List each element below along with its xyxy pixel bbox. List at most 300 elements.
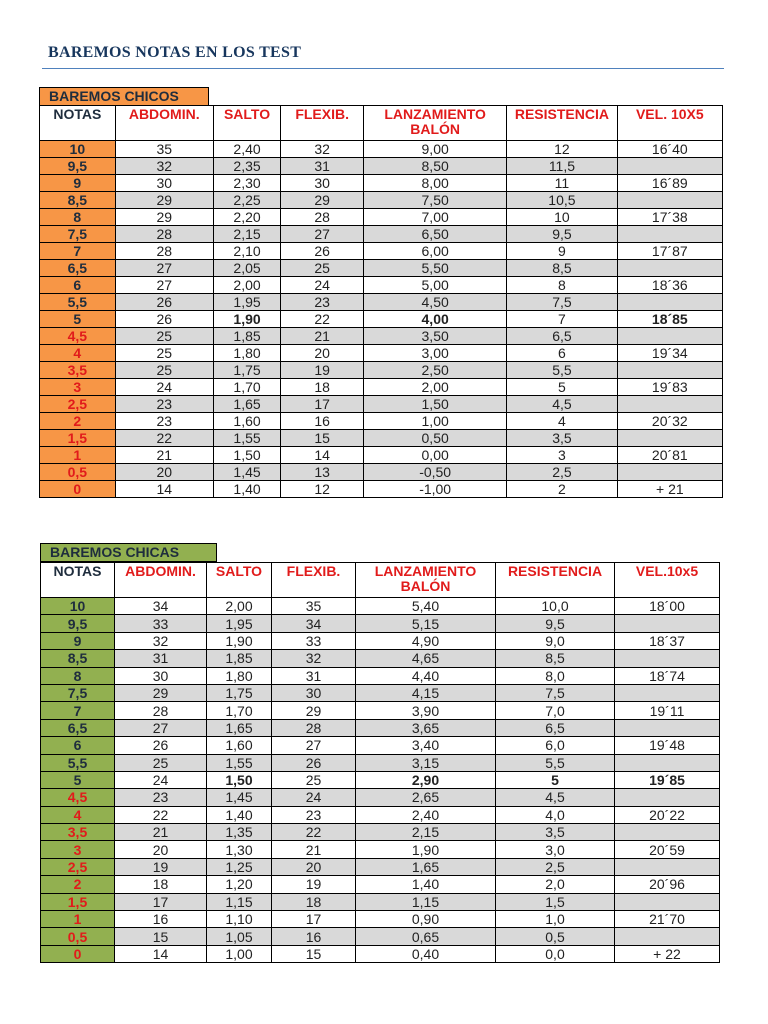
value-cell: 2,00 — [207, 598, 272, 615]
value-cell: 7,0 — [496, 702, 615, 719]
value-cell: 1,60 — [213, 413, 280, 430]
girls-section-label: BAREMOS CHICAS — [40, 543, 217, 562]
value-cell: 7,5 — [507, 294, 617, 311]
value-cell: 12 — [507, 141, 617, 158]
value-cell: 19 — [272, 876, 356, 893]
girls-header-row — [41, 563, 720, 598]
value-cell: 6,5 — [496, 719, 615, 736]
value-cell: 4,0 — [496, 806, 615, 823]
grade-cell: 5,5 — [40, 294, 116, 311]
value-cell: 1,90 — [356, 841, 496, 858]
table-row — [41, 771, 720, 788]
grade-cell: 2 — [41, 876, 115, 893]
value-cell: 2,00 — [364, 379, 507, 396]
value-cell: 2,30 — [213, 175, 280, 192]
value-cell: 1,20 — [207, 876, 272, 893]
value-cell: 21´70 — [615, 911, 720, 928]
value-cell: 23 — [115, 789, 207, 806]
value-cell: 0,90 — [356, 911, 496, 928]
value-cell: 3,50 — [364, 328, 507, 345]
value-cell: 4,50 — [364, 294, 507, 311]
value-cell: 26 — [115, 311, 213, 328]
boys-column-header: RESISTENCIA — [507, 106, 617, 141]
value-cell: 5,15 — [356, 615, 496, 632]
grade-cell: 7,5 — [40, 226, 116, 243]
value-cell: 1,30 — [207, 841, 272, 858]
value-cell: 20 — [272, 858, 356, 875]
value-cell — [617, 158, 722, 175]
value-cell: 2,10 — [213, 243, 280, 260]
value-cell: -1,00 — [364, 481, 507, 498]
value-cell: 34 — [272, 615, 356, 632]
table-row — [41, 702, 720, 719]
grade-cell: 7 — [41, 702, 115, 719]
value-cell: 28 — [115, 243, 213, 260]
value-cell: 3,65 — [356, 719, 496, 736]
value-cell: 8 — [507, 277, 617, 294]
value-cell: 32 — [281, 141, 364, 158]
grade-cell: 3 — [41, 841, 115, 858]
table-row — [40, 294, 723, 311]
value-cell: 1,55 — [213, 430, 280, 447]
value-cell: 27 — [281, 226, 364, 243]
girls-column-header: NOTAS — [41, 563, 115, 598]
value-cell: 18´85 — [617, 311, 722, 328]
value-cell: 11,5 — [507, 158, 617, 175]
value-cell — [617, 294, 722, 311]
grade-cell: 1,5 — [41, 893, 115, 910]
value-cell: 1,00 — [364, 413, 507, 430]
value-cell: 19 — [281, 362, 364, 379]
value-cell: 1,90 — [213, 311, 280, 328]
value-cell: 1,00 — [207, 945, 272, 962]
table-row — [41, 632, 720, 649]
value-cell: 4,40 — [356, 667, 496, 684]
value-cell: 2,15 — [213, 226, 280, 243]
value-cell: -0,50 — [364, 464, 507, 481]
value-cell: 1,70 — [207, 702, 272, 719]
value-cell: 3,15 — [356, 754, 496, 771]
value-cell: 1,75 — [207, 684, 272, 701]
grade-cell: 6 — [40, 277, 116, 294]
value-cell: 26 — [115, 737, 207, 754]
table-row — [40, 192, 723, 209]
grade-cell: 0,5 — [41, 928, 115, 945]
value-cell: 1,5 — [496, 893, 615, 910]
value-cell — [617, 192, 722, 209]
value-cell: 7,50 — [364, 192, 507, 209]
value-cell: 9,00 — [364, 141, 507, 158]
value-cell: 2,35 — [213, 158, 280, 175]
value-cell: 5,5 — [496, 754, 615, 771]
value-cell: 9,5 — [496, 615, 615, 632]
value-cell: 27 — [115, 260, 213, 277]
value-cell: 20 — [281, 345, 364, 362]
value-cell: 22 — [272, 824, 356, 841]
girls-column-header: SALTO — [207, 563, 272, 598]
grade-cell: 10 — [40, 141, 116, 158]
value-cell: 29 — [115, 209, 213, 226]
grade-cell: 9,5 — [41, 615, 115, 632]
value-cell: 2,90 — [356, 771, 496, 788]
value-cell: 1,50 — [364, 396, 507, 413]
value-cell: 3,40 — [356, 737, 496, 754]
grade-cell: 8 — [41, 667, 115, 684]
grade-cell: 6,5 — [41, 719, 115, 736]
value-cell: 35 — [272, 598, 356, 615]
value-cell: 30 — [115, 175, 213, 192]
value-cell: 3,5 — [496, 824, 615, 841]
grade-cell: 4 — [41, 806, 115, 823]
value-cell: 0,00 — [364, 447, 507, 464]
value-cell: 20´96 — [615, 876, 720, 893]
table-row — [41, 615, 720, 632]
value-cell — [617, 464, 722, 481]
value-cell: 1,80 — [213, 345, 280, 362]
table-row — [40, 209, 723, 226]
grade-cell: 1 — [40, 447, 116, 464]
value-cell: 2,40 — [213, 141, 280, 158]
grade-cell: 2 — [40, 413, 116, 430]
table-row — [41, 598, 720, 615]
value-cell: 3,0 — [496, 841, 615, 858]
table-row — [40, 447, 723, 464]
value-cell: 3,5 — [507, 430, 617, 447]
value-cell: 27 — [115, 277, 213, 294]
value-cell: 0,65 — [356, 928, 496, 945]
value-cell: 20 — [115, 841, 207, 858]
value-cell: 1,50 — [213, 447, 280, 464]
grade-cell: 7,5 — [41, 684, 115, 701]
value-cell: 22 — [281, 311, 364, 328]
value-cell: 1,95 — [207, 615, 272, 632]
table-row — [40, 311, 723, 328]
value-cell: 5,00 — [364, 277, 507, 294]
table-row — [40, 345, 723, 362]
value-cell: 23 — [272, 806, 356, 823]
girls-column-header: ABDOMIN. — [115, 563, 207, 598]
grade-cell: 8,5 — [40, 192, 116, 209]
grade-cell: 3 — [40, 379, 116, 396]
value-cell: 1,65 — [207, 719, 272, 736]
table-row — [40, 413, 723, 430]
value-cell: 18´00 — [615, 598, 720, 615]
value-cell: 5,40 — [356, 598, 496, 615]
boys-column-header: SALTO — [213, 106, 280, 141]
value-cell: 25 — [115, 754, 207, 771]
value-cell: 16´89 — [617, 175, 722, 192]
page-title: BAREMOS NOTAS EN LOS TEST — [48, 44, 302, 61]
grade-cell: 2,5 — [41, 858, 115, 875]
value-cell: 33 — [272, 632, 356, 649]
table-row — [41, 945, 720, 962]
table-row — [41, 824, 720, 841]
girls-column-header: LANZAMIENTO BALÓN — [356, 563, 496, 598]
value-cell: 1,40 — [356, 876, 496, 893]
value-cell: + 22 — [615, 945, 720, 962]
grade-cell: 5 — [41, 771, 115, 788]
grade-cell: 9,5 — [40, 158, 116, 175]
table-row — [40, 464, 723, 481]
value-cell: 1,65 — [356, 858, 496, 875]
grade-cell: 4,5 — [40, 328, 116, 345]
value-cell: 15 — [281, 430, 364, 447]
table-row — [41, 737, 720, 754]
table-row — [40, 277, 723, 294]
value-cell: 20´59 — [615, 841, 720, 858]
grade-cell: 8,5 — [41, 650, 115, 667]
value-cell: 34 — [115, 598, 207, 615]
value-cell: 17´38 — [617, 209, 722, 226]
value-cell: 12 — [281, 481, 364, 498]
value-cell: 19 — [115, 858, 207, 875]
value-cell: 30 — [115, 667, 207, 684]
boys-column-header: FLEXIB. — [281, 106, 364, 141]
value-cell: 24 — [115, 379, 213, 396]
value-cell — [617, 226, 722, 243]
grade-cell: 3,5 — [40, 362, 116, 379]
value-cell: 20´22 — [615, 806, 720, 823]
value-cell: 19´34 — [617, 345, 722, 362]
value-cell: 28 — [115, 226, 213, 243]
value-cell: 1,35 — [207, 824, 272, 841]
grade-cell: 0 — [41, 945, 115, 962]
table-row — [40, 396, 723, 413]
value-cell — [615, 650, 720, 667]
value-cell: 10,0 — [496, 598, 615, 615]
value-cell: 28 — [281, 209, 364, 226]
value-cell: 1,15 — [356, 893, 496, 910]
girls-column-header: VEL.10x5 — [615, 563, 720, 598]
value-cell: 25 — [115, 328, 213, 345]
value-cell: 26 — [281, 243, 364, 260]
value-cell: 9 — [507, 243, 617, 260]
value-cell — [617, 260, 722, 277]
value-cell: 18´74 — [615, 667, 720, 684]
value-cell: 16´40 — [617, 141, 722, 158]
table-row — [41, 876, 720, 893]
value-cell: 4,00 — [364, 311, 507, 328]
table-row — [40, 362, 723, 379]
value-cell: 0,50 — [364, 430, 507, 447]
value-cell: 0,5 — [496, 928, 615, 945]
value-cell — [617, 396, 722, 413]
grade-cell: 10 — [41, 598, 115, 615]
value-cell: 4,65 — [356, 650, 496, 667]
value-cell: 35 — [115, 141, 213, 158]
table-row — [41, 754, 720, 771]
value-cell — [617, 328, 722, 345]
table-row — [40, 481, 723, 498]
value-cell: 17 — [272, 911, 356, 928]
value-cell: 24 — [272, 789, 356, 806]
value-cell: 21 — [115, 447, 213, 464]
grade-cell: 6,5 — [40, 260, 116, 277]
value-cell: 1,50 — [207, 771, 272, 788]
boys-column-header: NOTAS — [40, 106, 116, 141]
value-cell: 28 — [272, 719, 356, 736]
value-cell: 14 — [281, 447, 364, 464]
table-row — [40, 430, 723, 447]
value-cell: 19´11 — [615, 702, 720, 719]
table-row — [41, 858, 720, 875]
value-cell: 19´48 — [615, 737, 720, 754]
grade-cell: 9 — [40, 175, 116, 192]
value-cell: + 21 — [617, 481, 722, 498]
grade-cell: 2,5 — [40, 396, 116, 413]
value-cell: 1,60 — [207, 737, 272, 754]
value-cell: 14 — [115, 945, 207, 962]
value-cell: 23 — [115, 413, 213, 430]
grade-cell: 7 — [40, 243, 116, 260]
value-cell: 10,5 — [507, 192, 617, 209]
table-row — [40, 226, 723, 243]
grade-cell: 5 — [40, 311, 116, 328]
value-cell: 0,0 — [496, 945, 615, 962]
value-cell: 27 — [115, 719, 207, 736]
value-cell: 16 — [115, 911, 207, 928]
value-cell: 1,05 — [207, 928, 272, 945]
table-row — [40, 141, 723, 158]
value-cell: 4,5 — [507, 396, 617, 413]
value-cell: 21 — [115, 824, 207, 841]
value-cell: 1,45 — [213, 464, 280, 481]
value-cell: 33 — [115, 615, 207, 632]
value-cell: 2,0 — [496, 876, 615, 893]
table-row — [40, 158, 723, 175]
value-cell: 1,40 — [207, 806, 272, 823]
value-cell: 3,90 — [356, 702, 496, 719]
value-cell: 3,00 — [364, 345, 507, 362]
table-row — [40, 175, 723, 192]
value-cell: 1,40 — [213, 481, 280, 498]
value-cell: 1,85 — [213, 328, 280, 345]
table-row — [40, 243, 723, 260]
grade-cell: 4 — [40, 345, 116, 362]
girls-column-header: RESISTENCIA — [496, 563, 615, 598]
value-cell: 17 — [115, 893, 207, 910]
value-cell: 2,5 — [507, 464, 617, 481]
value-cell: 18 — [272, 893, 356, 910]
table-row — [41, 806, 720, 823]
value-cell: 1,25 — [207, 858, 272, 875]
value-cell — [615, 824, 720, 841]
value-cell: 25 — [281, 260, 364, 277]
value-cell: 6,50 — [364, 226, 507, 243]
girls-column-header: FLEXIB. — [272, 563, 356, 598]
value-cell: 2,65 — [356, 789, 496, 806]
value-cell: 23 — [281, 294, 364, 311]
boys-scores-table — [39, 105, 723, 498]
value-cell: 27 — [272, 737, 356, 754]
value-cell: 20´32 — [617, 413, 722, 430]
value-cell: 4 — [507, 413, 617, 430]
value-cell: 2,20 — [213, 209, 280, 226]
table-row — [41, 893, 720, 910]
value-cell: 6,5 — [507, 328, 617, 345]
grade-cell: 5,5 — [41, 754, 115, 771]
value-cell: 3 — [507, 447, 617, 464]
value-cell: 5 — [507, 379, 617, 396]
value-cell: 8,5 — [507, 260, 617, 277]
table-row — [40, 260, 723, 277]
value-cell: 32 — [115, 632, 207, 649]
table-row — [40, 379, 723, 396]
value-cell: 9,0 — [496, 632, 615, 649]
value-cell: 1,0 — [496, 911, 615, 928]
value-cell: 8,5 — [496, 650, 615, 667]
value-cell: 25 — [115, 345, 213, 362]
value-cell: 21 — [281, 328, 364, 345]
value-cell — [617, 362, 722, 379]
value-cell: 4,15 — [356, 684, 496, 701]
value-cell: 1,70 — [213, 379, 280, 396]
value-cell: 31 — [281, 158, 364, 175]
value-cell: 18´36 — [617, 277, 722, 294]
value-cell: 2,5 — [496, 858, 615, 875]
value-cell: 2,25 — [213, 192, 280, 209]
value-cell: 23 — [115, 396, 213, 413]
value-cell: 22 — [115, 430, 213, 447]
value-cell: 4,90 — [356, 632, 496, 649]
value-cell: 5,5 — [507, 362, 617, 379]
table-row — [41, 650, 720, 667]
value-cell: 18´37 — [615, 632, 720, 649]
value-cell: 32 — [115, 158, 213, 175]
value-cell: 1,85 — [207, 650, 272, 667]
boys-section-label: BAREMOS CHICOS — [39, 87, 209, 106]
value-cell: 9,5 — [507, 226, 617, 243]
value-cell: 24 — [115, 771, 207, 788]
value-cell: 1,75 — [213, 362, 280, 379]
value-cell — [615, 789, 720, 806]
value-cell: 11 — [507, 175, 617, 192]
value-cell: 22 — [115, 806, 207, 823]
value-cell: 20´81 — [617, 447, 722, 464]
value-cell: 31 — [272, 667, 356, 684]
value-cell: 6,0 — [496, 737, 615, 754]
value-cell: 8,50 — [364, 158, 507, 175]
boys-column-header: ABDOMIN. — [115, 106, 213, 141]
value-cell: 25 — [272, 771, 356, 788]
boys-column-header: LANZAMIENTO BALÓN — [364, 106, 507, 141]
value-cell: 24 — [281, 277, 364, 294]
value-cell: 7,5 — [496, 684, 615, 701]
value-cell — [615, 754, 720, 771]
value-cell: 29 — [115, 192, 213, 209]
value-cell: 17 — [281, 396, 364, 413]
value-cell: 8,00 — [364, 175, 507, 192]
grade-cell: 9 — [41, 632, 115, 649]
value-cell: 7,00 — [364, 209, 507, 226]
value-cell: 31 — [115, 650, 207, 667]
value-cell: 1,80 — [207, 667, 272, 684]
value-cell: 1,65 — [213, 396, 280, 413]
value-cell — [615, 684, 720, 701]
table-row — [41, 911, 720, 928]
value-cell: 1,10 — [207, 911, 272, 928]
table-row — [41, 789, 720, 806]
boys-header-row — [40, 106, 723, 141]
grade-cell: 4,5 — [41, 789, 115, 806]
table-row — [41, 928, 720, 945]
value-cell — [615, 615, 720, 632]
value-cell: 15 — [272, 945, 356, 962]
value-cell: 10 — [507, 209, 617, 226]
grade-cell: 8 — [40, 209, 116, 226]
value-cell: 25 — [115, 362, 213, 379]
grade-cell: 1 — [41, 911, 115, 928]
